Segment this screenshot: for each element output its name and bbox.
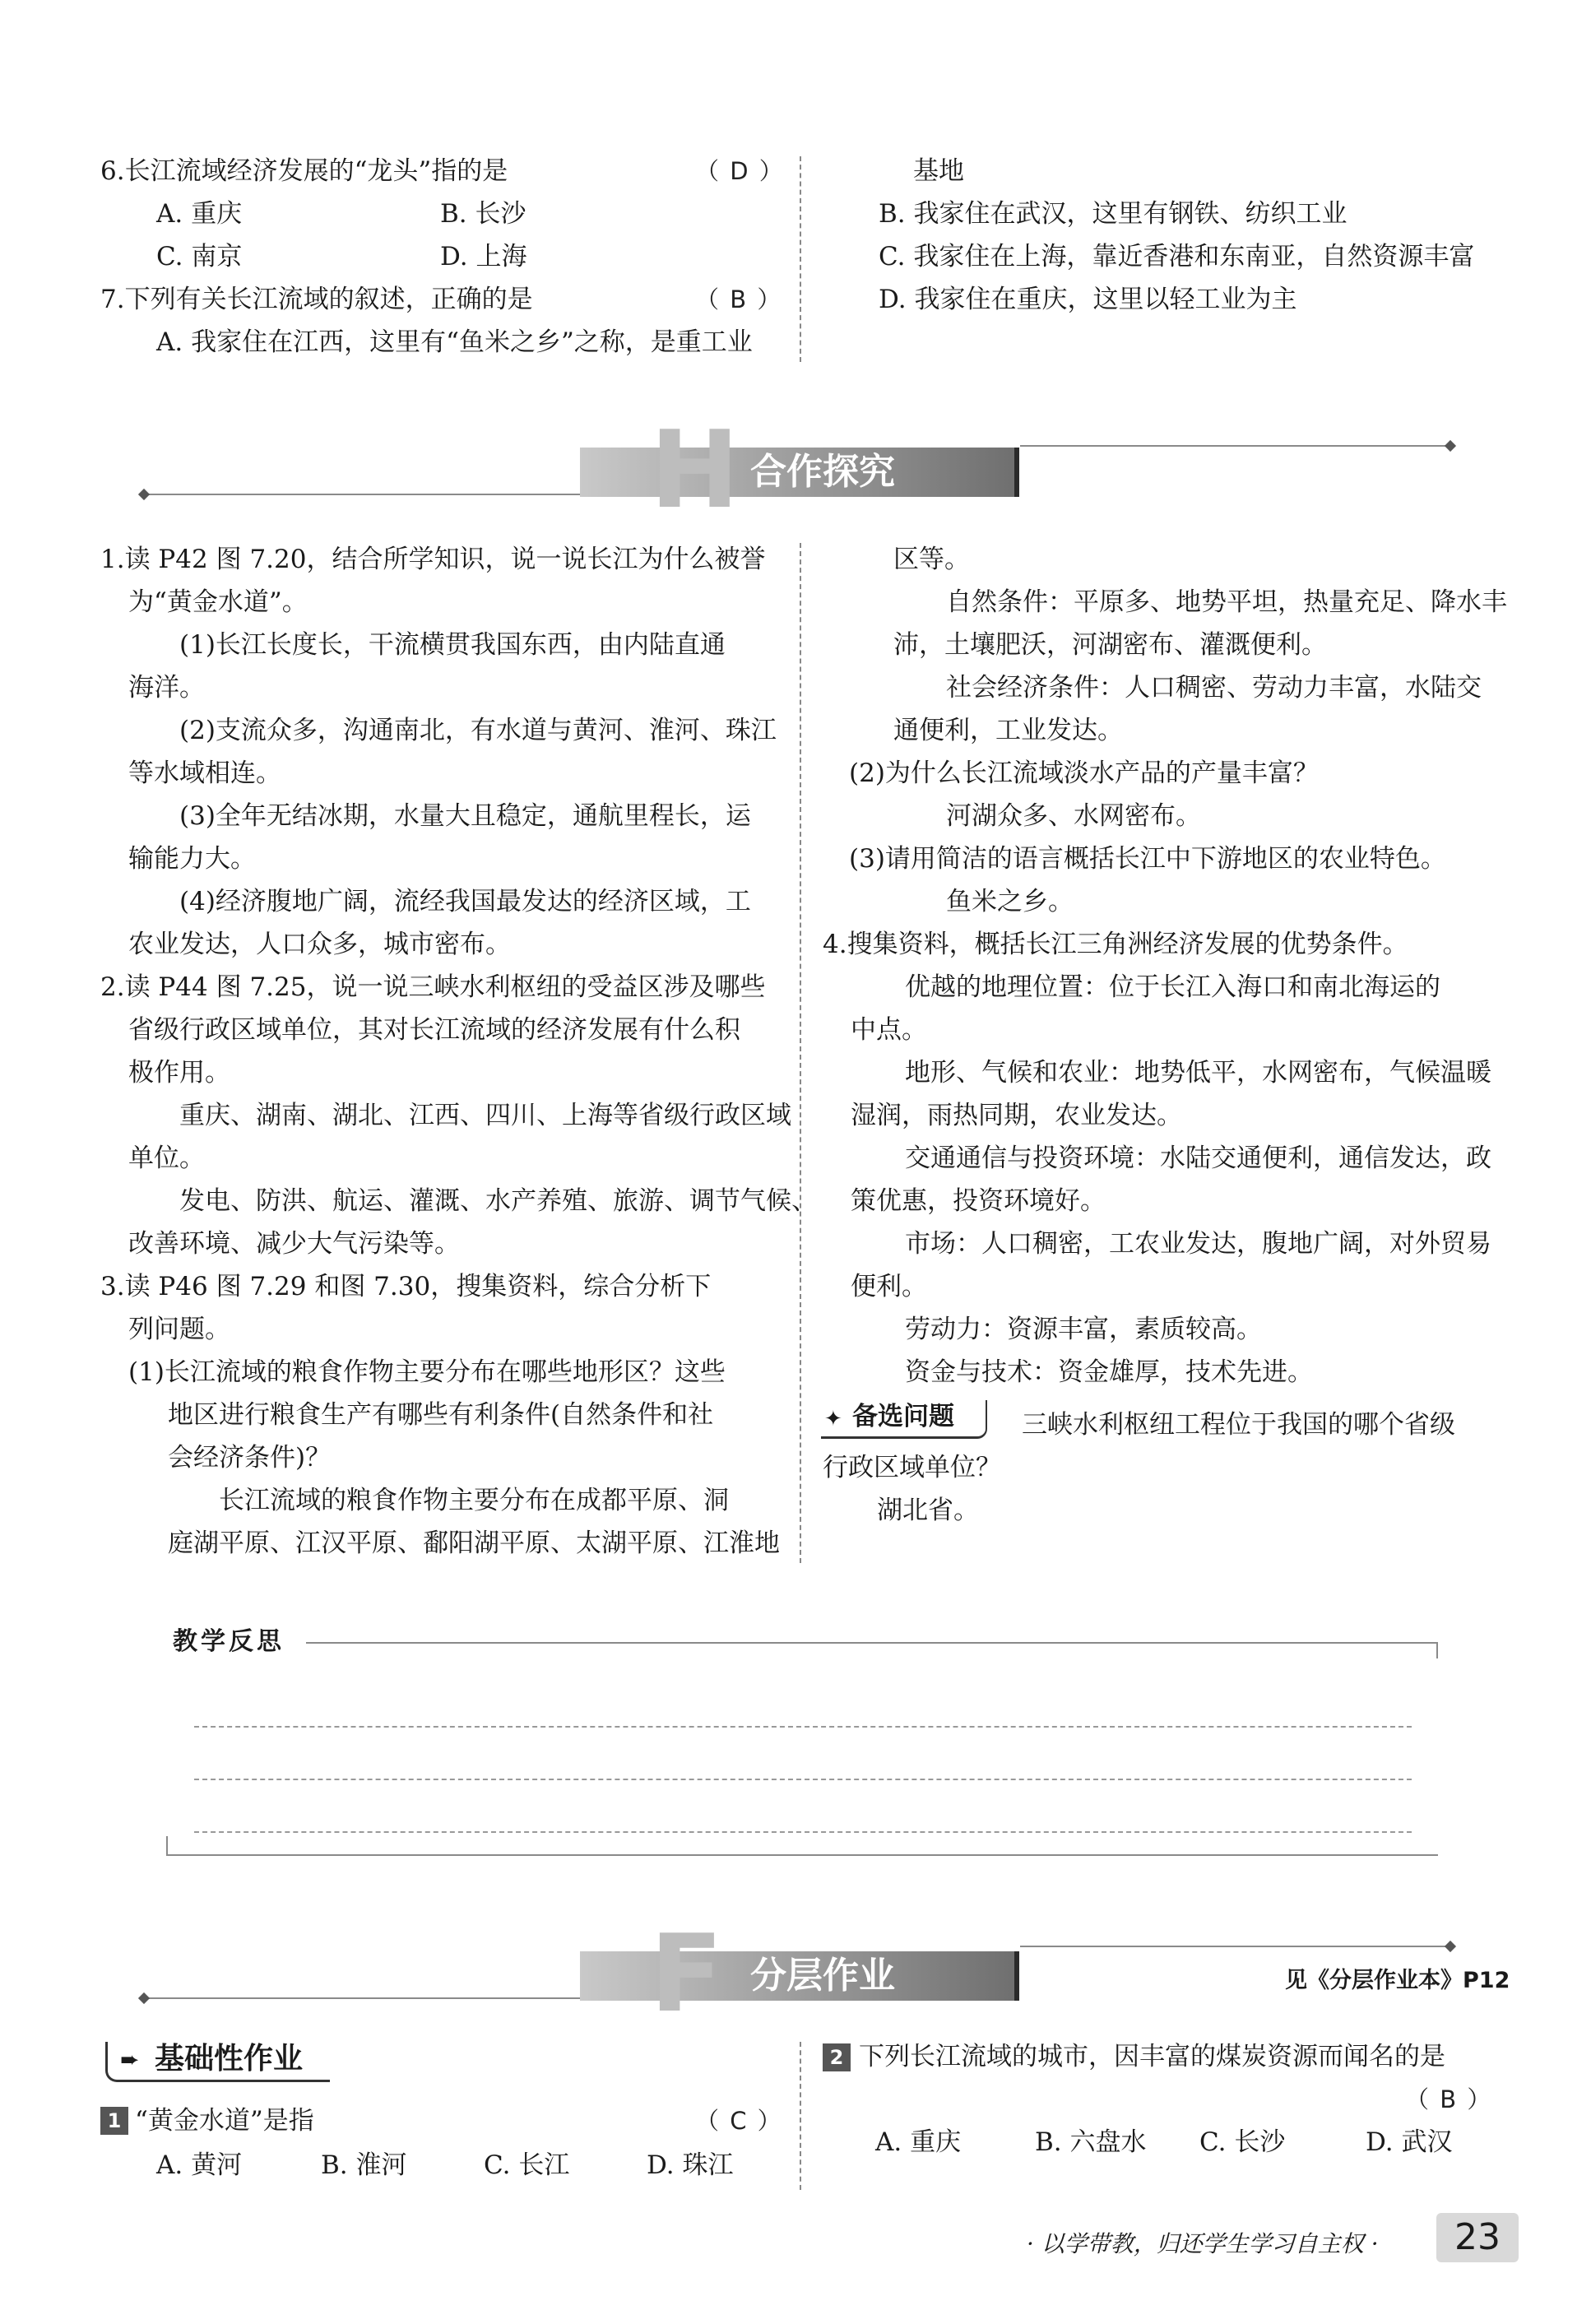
q7-option-c: C. 我家住在上海，靠近香港和东南亚，自然资源丰富: [879, 242, 1475, 271]
homework-q2-answer: （ B ）: [1405, 2085, 1493, 2113]
section-h-band-end: [1014, 448, 1019, 497]
q6-option-a: A. 重庆: [156, 199, 243, 229]
section-f-band-end: [1014, 1951, 1019, 2001]
column-divider-bottom: [800, 2042, 801, 2190]
reflection-bottom-rule: [166, 1854, 1438, 1856]
alt-question-line-1: 三峡水利枢纽工程位于我国的哪个省级: [1022, 1410, 1455, 1440]
left-line-6: 等水域相连。: [128, 758, 281, 788]
section-h-rule-right: [1020, 445, 1448, 447]
right-line-14: 湿润，雨热同期，农业发达。: [851, 1101, 1182, 1130]
page-number: 23: [1454, 2216, 1501, 2258]
homework-q1-option-c: C. 长江: [484, 2150, 570, 2180]
right-line-13: 地形、气候和农业：地势低平，水网密布，气候温暖: [905, 1058, 1491, 1088]
right-line-17: 市场：人口稠密，工农业发达，腹地广阔，对外贸易: [905, 1229, 1491, 1259]
section-h-letter: H: [650, 407, 740, 532]
reflection-line-2: [194, 1779, 1412, 1780]
right-line-11: 优越的地理位置：位于长江入海口和南北海运的: [905, 972, 1440, 1002]
left-line-7: (3)全年无结冰期，水量大且稳定，通航里程长，运: [179, 801, 751, 831]
left-line-4: 海洋。: [128, 673, 205, 703]
q7-option-a-cont: 基地: [913, 156, 964, 186]
reflection-top-right-tick: [1436, 1642, 1438, 1658]
q7-option-d: D. 我家住在重庆，这里以轻工业为主: [879, 285, 1297, 314]
reflection-line-1: [194, 1726, 1412, 1728]
right-line-9: 鱼米之乡。: [946, 887, 1074, 916]
reflection-title: 教学反思: [173, 1627, 285, 1656]
footer-motto: · 以学带教，归还学生学习自主权 ·: [1027, 2230, 1379, 2257]
right-line-8: (3)请用简洁的语言概括长江中下游地区的农业特色。: [849, 844, 1446, 874]
section-f-title: 分层作业: [750, 1955, 895, 1997]
left-line-23: 长江流域的粮食作物主要分布在成都平原、洞: [219, 1486, 729, 1515]
right-line-1: 区等。: [893, 545, 970, 574]
left-line-3: (1)长江长度长，干流横贯我国东西，由内陆直通: [179, 630, 726, 660]
homework-q2-option-c: C. 长沙: [1199, 2127, 1286, 2157]
homework-q2-text: 下列长江流域的城市，因丰富的煤炭资源而闻名的是: [859, 2042, 1445, 2071]
homework-q2-number: 2: [823, 2043, 851, 2071]
section-h-diamond-right: [1445, 440, 1456, 452]
section-f-diamond-right: [1445, 1941, 1456, 1952]
right-line-12: 中点。: [851, 1015, 927, 1045]
left-line-10: 农业发达，人口众多，城市密布。: [128, 930, 511, 959]
left-line-12: 省级行政区域单位，其对长江流域的经济发展有什么积: [128, 1015, 740, 1045]
section-f-letter: F: [650, 1911, 723, 2036]
column-divider-mid: [800, 543, 801, 1563]
left-line-16: 发电、防洪、航运、灌溉、水产养殖、旅游、调节气候、: [179, 1186, 817, 1216]
right-line-15: 交通通信与投资环境：水陆交通便利，通信发达，政: [905, 1143, 1491, 1173]
right-line-4: 社会经济条件：人口稠密、劳动力丰富，水陆交: [946, 673, 1482, 703]
right-line-2: 自然条件：平原多、地势平坦，热量充足、降水丰: [946, 587, 1507, 617]
q7-option-a: A. 我家住在江西，这里有“鱼米之乡”之称，是重工业: [156, 327, 753, 357]
q7-text: 7.下列有关长江流域的叙述，正确的是: [100, 285, 533, 314]
right-line-10: 4.搜集资料，概括长江三角洲经济发展的优势条件。: [823, 930, 1408, 959]
left-line-15: 单位。: [128, 1143, 205, 1173]
section-h-diamond-left: [138, 489, 150, 500]
left-line-17: 改善环境、减少大气污染等。: [128, 1229, 460, 1259]
right-line-16: 策优惠，投资环境好。: [851, 1186, 1106, 1216]
alt-question-answer: 湖北省。: [877, 1496, 979, 1525]
left-line-2: 为“黄金水道”。: [128, 587, 308, 617]
left-line-20: (1)长江流域的粮食作物主要分布在哪些地形区？这些: [128, 1357, 726, 1387]
right-line-5: 通便利，工业发达。: [893, 716, 1123, 745]
homework-q2-option-d: D. 武汉: [1366, 2127, 1453, 2157]
q6-answer: （ D ）: [695, 157, 785, 185]
alt-question-line-2: 行政区域单位？: [823, 1453, 1001, 1482]
section-h-title: 合作探究: [750, 451, 895, 493]
q6-option-c: C. 南京: [156, 242, 243, 271]
alt-question-diamond-icon: ✦: [824, 1407, 842, 1431]
right-line-19: 劳动力：资源丰富，素质较高。: [905, 1315, 1262, 1344]
right-line-7: 河湖众多、水网密布。: [946, 801, 1201, 831]
left-line-13: 极作用。: [128, 1058, 230, 1088]
left-line-24: 庭湖平原、江汉平原、鄱阳湖平原、太湖平原、江淮地: [168, 1528, 780, 1558]
left-line-19: 列问题。: [128, 1315, 230, 1344]
homework-q1-option-a: A. 黄河: [156, 2150, 243, 2180]
left-line-21: 地区进行粮食生产有哪些有利条件(自然条件和社: [168, 1400, 714, 1430]
alt-question-tag: 备选问题: [852, 1402, 954, 1431]
homework-q1-number: 1: [100, 2107, 128, 2135]
left-line-8: 输能力大。: [128, 844, 256, 874]
q7-answer: （ B ）: [695, 285, 783, 313]
left-line-9: (4)经济腹地广阔，流经我国最发达的经济区域，工: [179, 887, 751, 916]
right-line-20: 资金与技术：资金雄厚，技术先进。: [905, 1357, 1313, 1387]
right-line-18: 便利。: [851, 1272, 927, 1301]
homework-q1-text: “黄金水道”是指: [135, 2106, 314, 2136]
basic-homework-tag: 基础性作业: [155, 2042, 304, 2076]
left-line-14: 重庆、湖南、湖北、江西、四川、上海等省级行政区域: [179, 1101, 791, 1130]
arrow-icon: ➨: [120, 2046, 140, 2073]
left-line-1: 1.读 P42 图 7.20，结合所学知识，说一说长江为什么被誉: [100, 545, 766, 574]
q6-option-b: B. 长沙: [440, 199, 526, 229]
reflection-bottom-left-tick: [166, 1836, 168, 1856]
homework-q2-option-b: B. 六盘水: [1035, 2127, 1147, 2157]
right-line-6: (2)为什么长江流域淡水产品的产量丰富？: [849, 758, 1319, 788]
section-h-rule-left: [144, 494, 588, 495]
q6-option-d: D. 上海: [440, 242, 527, 271]
q7-option-b: B. 我家住在武汉，这里有钢铁、纺织工业: [879, 199, 1347, 229]
section-f-diamond-left: [138, 1992, 150, 2004]
reflection-line-3: [194, 1831, 1412, 1833]
column-divider-top: [800, 156, 801, 362]
reflection-top-rule: [306, 1642, 1438, 1644]
section-f-rule-left: [144, 1997, 588, 1999]
left-line-18: 3.读 P46 图 7.29 和图 7.30，搜集资料，综合分析下: [100, 1272, 712, 1301]
section-f-rule-right: [1020, 1946, 1448, 1947]
q6-text: 6.长江流域经济发展的“龙头”指的是: [100, 156, 508, 186]
homework-book-reference: 见《分层作业本》P12: [1285, 1968, 1510, 1993]
homework-q1-answer: （ C ）: [695, 2107, 783, 2135]
left-line-5: (2)支流众多，沟通南北，有水道与黄河、淮河、珠江: [179, 716, 777, 745]
right-line-3: 沛，土壤肥沃，河湖密布、灌溉便利。: [893, 630, 1327, 660]
left-line-11: 2.读 P44 图 7.25，说一说三峡水利枢纽的受益区涉及哪些: [100, 972, 766, 1002]
homework-q1-option-b: B. 淮河: [321, 2150, 407, 2180]
left-line-22: 会经济条件)？: [168, 1443, 332, 1473]
homework-q2-option-a: A. 重庆: [875, 2127, 962, 2157]
homework-q1-option-d: D. 珠江: [647, 2150, 734, 2180]
